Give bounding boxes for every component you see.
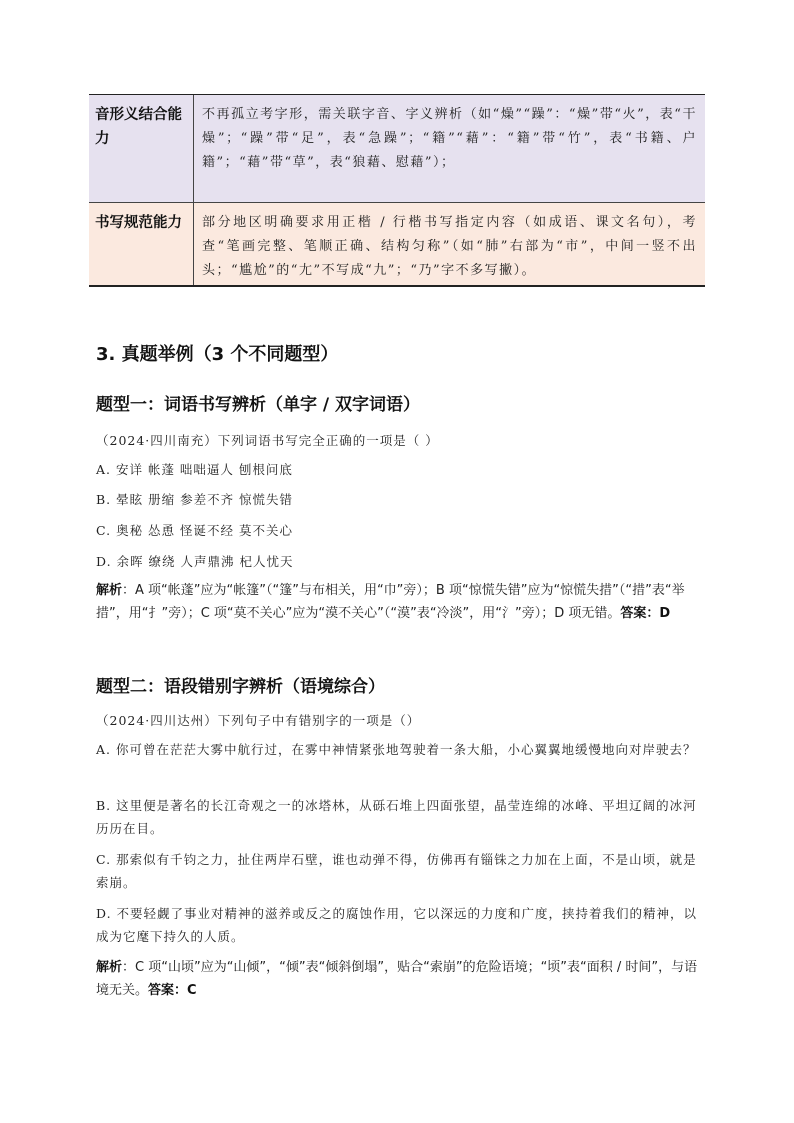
ability-table bbox=[89, 94, 705, 287]
type1-analysis bbox=[96, 579, 708, 625]
type2-option-d: D. 不要轻觑了事业对精神的滋养或反之的腐蚀作用，它以深远的力度和广度，挟持着我们的精神，以成为它麾下持久的人质。 bbox=[96, 906, 698, 944]
type1-question: （2024·四川南充）下列词语书写完全正确的一项是（ ） bbox=[96, 433, 439, 448]
row-text: 部分地区明确要求用正楷 / 行楷书写指定内容（如成语、课文名句），考查“笔画完整、笔顺正确、结构匀称”（如“肺”右部为“市”，中间一竖不出头；“尴尬”的“尢”不写成“九”；“乃”字不多写撇）。 bbox=[202, 215, 697, 278]
table-row bbox=[89, 95, 705, 203]
analysis-label: 解析 bbox=[96, 583, 123, 598]
analysis-text: ：C 项“山顷”应为“山倾”，“倾”表“倾斜倒塌”，贴合“索崩”的危险语境；“顷”表“面积 / 时间”，与语境无关。 bbox=[96, 960, 698, 998]
type1-heading: 题型一：词语书写辨析（单字 / 双字词语） bbox=[96, 395, 421, 415]
row-label: 书写规范能力 bbox=[89, 203, 194, 285]
row-text: 不再孤立考字形，需关联字音、字义辨析（如“燥”“躁”：“燥”带“火”，表“干燥”；“躁”带“足”，表“急躁”；“籍”“藉”：“籍”带“竹”，表“书籍、户籍”；“藉”带“草”，表“狼藉、慰藉”）； bbox=[202, 107, 697, 170]
type2-option-a: A. 你可曾在茫茫大雾中航行过，在雾中神情紧张地驾驶着一条大船，小心翼翼地缓慢地向对岸驶去？ bbox=[96, 742, 697, 757]
type1-option-a: A. 安详 帐蓬 咄咄逼人 刨根问底 bbox=[96, 462, 293, 477]
type1-option-d: D. 余晖 缭绕 人声鼎沸 杞人忧天 bbox=[96, 554, 294, 569]
analysis-label: 解析 bbox=[96, 960, 123, 975]
section-heading: 3. 真题举例（3 个不同题型） bbox=[96, 344, 339, 365]
answer-key: 答案：D bbox=[620, 606, 671, 621]
type1-option-b: B. 晕眩 册缩 参差不齐 惊慌失错 bbox=[96, 492, 294, 507]
type2-option-c: C. 那索似有千钧之力，扯住两岸石壁，谁也动弹不得，仿佛再有锱铢之力加在上面，不是山顷，就是索崩。 bbox=[96, 852, 697, 890]
table-row bbox=[89, 203, 705, 285]
type2-heading: 题型二：语段错别字辨析（语境综合） bbox=[96, 677, 385, 697]
type2-analysis bbox=[96, 956, 708, 1002]
analysis-text: ：A 项“帐蓬”应为“帐篷”（“篷”与布相关，用“巾”旁）；B 项“惊慌失错”应为“惊慌失措”（“措”表“举措”，用“扌”旁）；C 项“莫不关心”应为“漠不关心”（“漠”表“冷淡”，用“氵”旁）；D 项无错。 bbox=[96, 583, 685, 621]
type2-option-b: B. 这里便是著名的长江奇观之一的冰塔林，从砾石堆上四面张望，晶莹连绵的冰峰、平坦辽阔的冰河历历在目。 bbox=[96, 798, 697, 836]
type2-question: （2024·四川达州）下列句子中有错别字的一项是（） bbox=[96, 713, 421, 728]
type1-option-c: C. 奥秘 怂恿 怪诞不经 莫不关心 bbox=[96, 523, 293, 538]
row-label: 音形义结合能力 bbox=[89, 95, 194, 202]
answer-key: 答案：C bbox=[148, 983, 197, 998]
